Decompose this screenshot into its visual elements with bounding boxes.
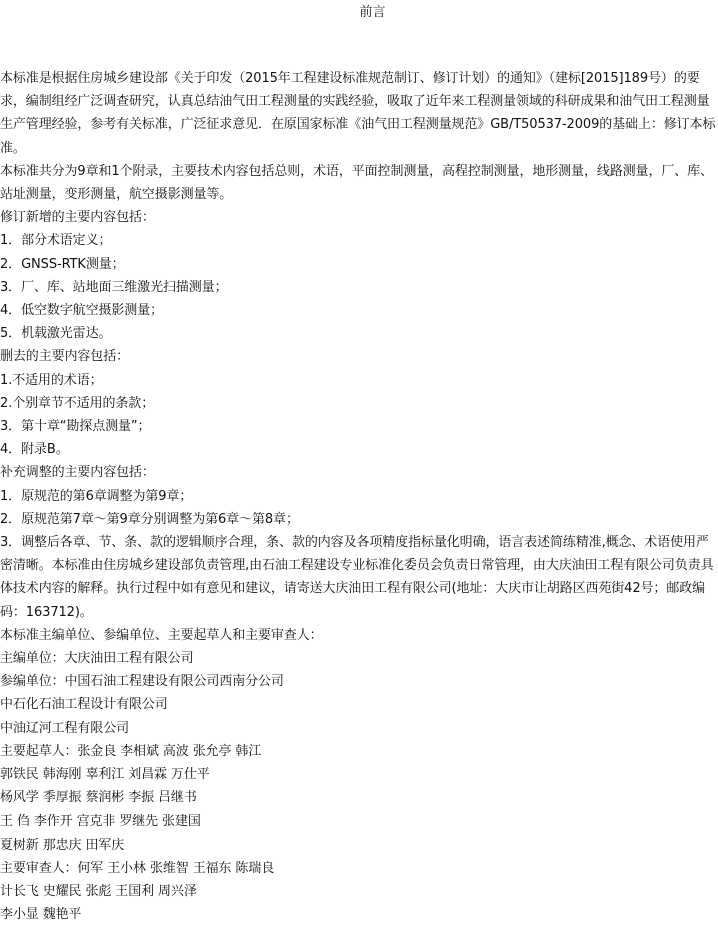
- document-body: [0, 67, 716, 926]
- list-item: 3．调整后各章、节、条、款的逻辑顺序合理，条、款的内容及各项精度指标量化明确，语言表述简练精准,概念、术语使用严密清晰。本标准由住房城乡建设部负责管理,由石油工程建设专业标准化委员会负责日常管理，由大庆油田工程有限公司负责具体技术内容的解释。执行过程中如有意见和建议，请寄送大庆油田工程有限公司(地址：大庆市让胡路区西苑街42号；邮政编码：163712)。: [0, 535, 714, 620]
- drafters-line: 主要起草人：张金良 李相斌 高波 张允亭 韩江: [0, 743, 262, 759]
- participating-unit: 参编单位：中国石油工程建设有限公司西南分公司: [0, 674, 284, 690]
- list-item: 1．部分术语定义；: [0, 233, 112, 249]
- list-item: 2．原规范第7章～第9章分别调整为第6章～第8章；: [0, 511, 299, 527]
- participating-unit: 中石化石油工程设计有限公司: [0, 697, 168, 713]
- list-item: 4．附录B。: [0, 442, 69, 458]
- list-item: 3．厂、库、站地面三维激光扫描测量；: [0, 279, 228, 295]
- list-item: 2．GNSS-RTK测量；: [0, 256, 125, 272]
- drafters-line: 王 㑇 李作开 宫克非 罗继先 张建国: [0, 813, 201, 829]
- participating-unit: 中油辽河工程有限公司: [0, 720, 130, 736]
- list-item: 4．低空数字航空摄影测量；: [0, 303, 163, 319]
- list-item: 1．原规范的第6章调整为第9章；: [0, 488, 193, 504]
- list-item: 3．第十章“勘探点测量”；: [0, 419, 151, 435]
- removed-content-heading: 删去的主要内容包括：: [0, 349, 130, 365]
- drafters-line: 夏树新 那忠庆 田军庆: [0, 837, 125, 853]
- drafters-line: 杨风学 季厚振 蔡润彬 李振 吕继书: [0, 790, 197, 806]
- contributors-heading: 本标准主编单位、参编单位、主要起草人和主要审查人：: [0, 627, 323, 643]
- scope-paragraph: 本标准共分为9章和1个附录，主要技术内容包括总则，术语，平面控制测量，高程控制测量，地形测量，线路测量，厂、库、站址测量，变形测量，航空摄影测量等。: [0, 163, 713, 203]
- reviewers-line: 计长飞 史耀民 张彪 王国利 周兴泽: [0, 883, 197, 899]
- list-item: 1.不适用的术语；: [0, 372, 103, 388]
- page-title: 前言: [359, 5, 386, 20]
- added-content-heading: 修订新增的主要内容包括：: [0, 210, 155, 226]
- list-item: 2.个别章节不适用的条款；: [0, 395, 155, 411]
- list-item: 5．机载激光雷达。: [0, 326, 112, 342]
- reviewers-line: 主要审查人：何军 王小林 张维智 王福东 陈瑞良: [0, 860, 275, 876]
- drafters-line: 郭铁民 韩海刚 辜利江 刘昌霖 万仕平: [0, 767, 210, 783]
- chief-editor-unit: 主编单位：大庆油田工程有限公司: [0, 651, 194, 667]
- reviewers-line: 李小显 魏艳平: [0, 907, 82, 923]
- intro-paragraph: 本标准是根据住房城乡建设部《关于印发（2015年工程建设标准规范制订、修订计划）的通知》（建标[2015]189号）的要求，编制组经广泛调查研究，认真总结油气田工程测量的实践经验，吸取了近年来工程测量领域的科研成果和油气田工程测量生产管理经验，参考有关标准，广泛征求意见．在原国家标准《油气田工程测量规范》GB/T50537-2009的基础上：修订本标准。: [0, 71, 716, 156]
- adjusted-content-heading: 补充调整的主要内容包括：: [0, 465, 155, 481]
